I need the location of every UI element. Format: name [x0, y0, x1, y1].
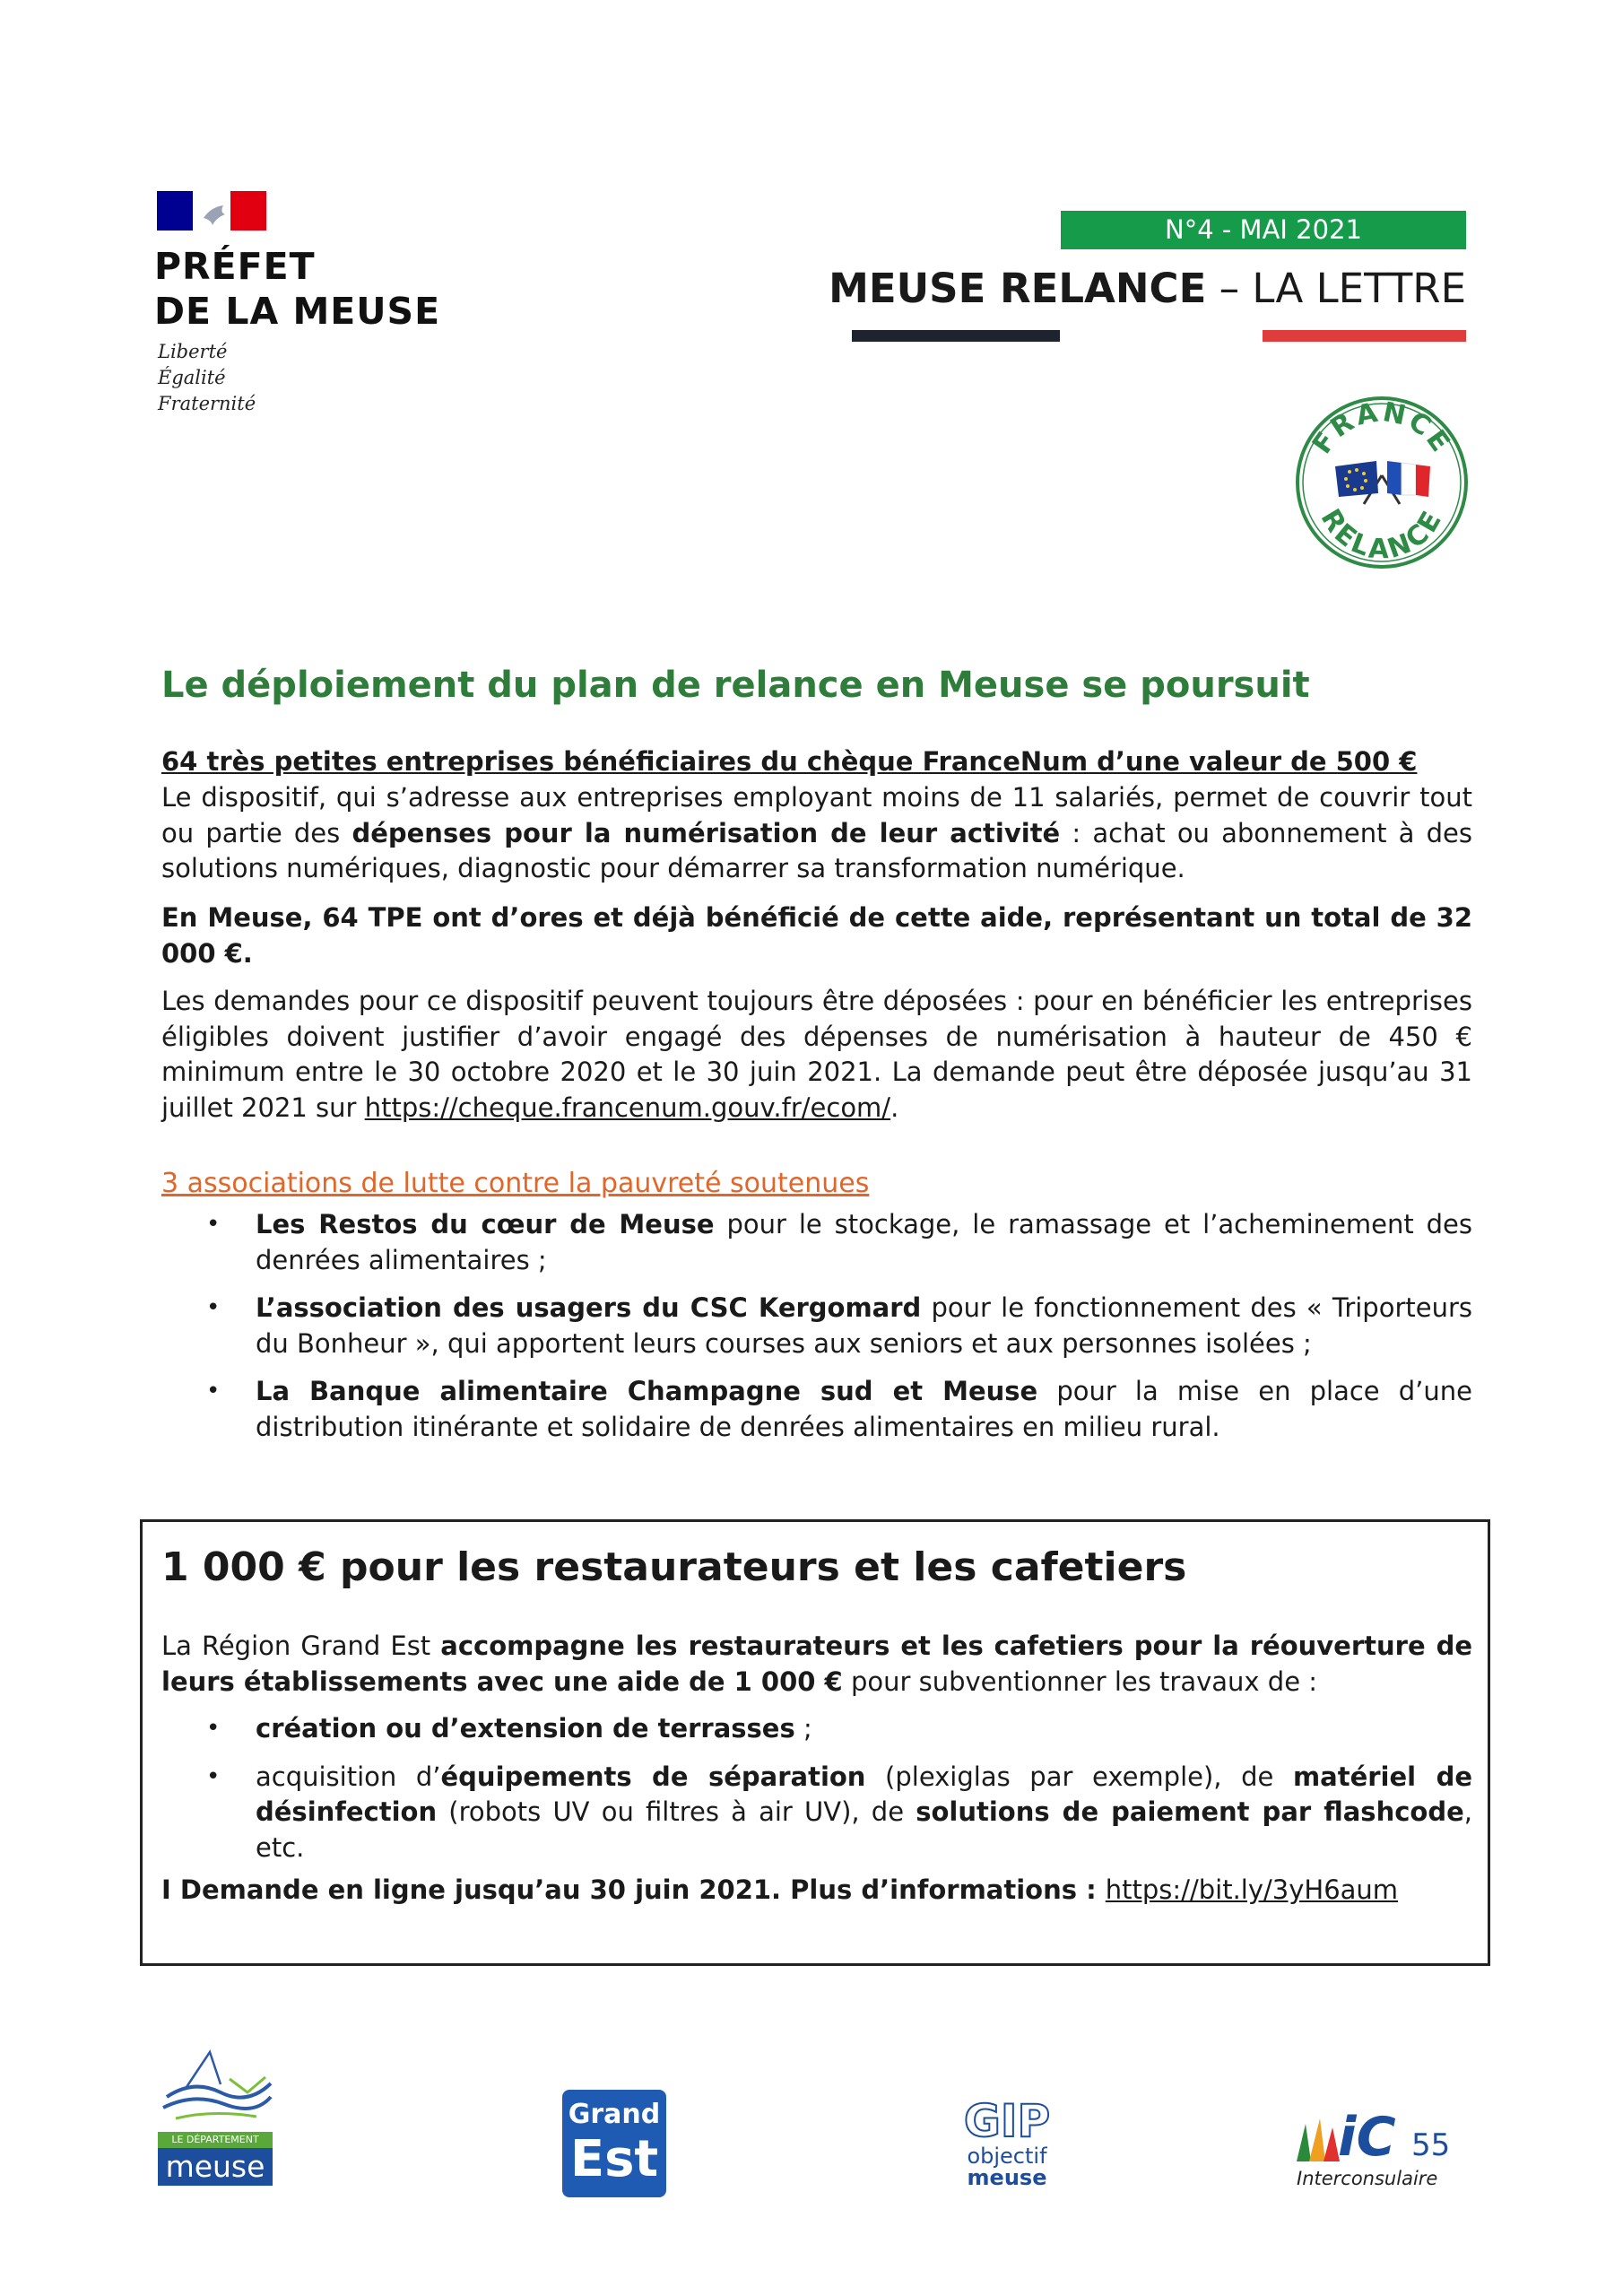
grand-est-logo: [562, 2090, 666, 2197]
ic-number: 55: [1411, 2127, 1451, 2163]
bitly-link[interactable]: https://bit.ly/3yH6aum: [1105, 1874, 1399, 1905]
france-relance-seal-logo: [1294, 395, 1470, 570]
ic-text: iC: [1338, 2106, 1396, 2169]
meuse-landscape-icon: [158, 2043, 273, 2128]
section-francenum-heading: 64 très petites entreprises bénéficiaires du chèque FranceNum d’une valeur de 500 €: [161, 746, 1418, 777]
gip-text: GIP: [963, 2095, 1051, 2147]
divider-red: [1263, 330, 1466, 342]
prefet-title: PRÉFET DE LA MEUSE: [154, 245, 441, 333]
francenum-paragraph-1: Le dispositif, qui s’adresse aux entreprises employant moins de 11 salariés, permet de couvrir tout ou partie des dépenses pour la numérisation de leur activité : achat ou abonnement à des solutions numériques, diagnostic pour démarrer sa transformation numérique.: [161, 782, 1473, 883]
newsletter-title: MEUSE RELANCE – LA LETTRE: [829, 265, 1466, 312]
list-item: • L’association des usagers du CSC Kergomard pour le fonctionnement des « Triporteurs du Bonheur », qui apportent leurs courses aux seniors et aux personnes isolées ;: [161, 1291, 1472, 1361]
box-title: 1 000 € pour les restaurateurs et les cafetiers: [161, 1544, 1187, 1590]
box-intro: La Région Grand Est accompagne les restaurateurs et les cafetiers pour la réouverture de leurs établissements avec une aide de 1 000 € pour subventionner les travaux de :: [161, 1631, 1472, 1697]
dept-name: meuse: [158, 2148, 273, 2186]
grand-est-text-2: Est: [569, 2130, 659, 2188]
associations-list: [161, 1207, 1472, 1457]
svg-text:RELANCE: RELANCE: [1314, 503, 1450, 566]
marianne-flag-logo: [157, 191, 266, 230]
list-item: • Les Restos du cœur de Meuse pour le stockage, le ramassage et l’acheminement des denrées alimentaires ;: [161, 1207, 1472, 1278]
republic-motto: Liberté Égalité Fraternité: [158, 341, 256, 414]
francenum-paragraph-2: En Meuse, 64 TPE ont d’ores et déjà bénéficié de cette aide, représentant un total de 32 000 €.: [161, 902, 1472, 969]
francenum-paragraph-3: Les demandes pour ce dispositif peuvent toujours être déposées : pour en bénéficier les entreprises éligibles doivent justifier d’avoir engagé des dépenses de numérisation à hauteur de 450 € minimum entre le 30 octobre 2020 et le 30 juin 2021. La demande peut être déposée jusqu’au 31 juillet 2021 sur https://cheque.francenum.gouv.fr/ecom/.: [161, 986, 1472, 1123]
issue-badge: N°4 - MAI 2021: [1061, 211, 1466, 249]
dept-band: LE DÉPARTEMENT: [158, 2132, 273, 2148]
section-associations-heading: 3 associations de lutte contre la pauvreté soutenues: [161, 1168, 870, 1199]
box-footer-line: I Demande en ligne jusqu’au 30 juin 2021. Plus d’informations : https://bit.ly/3yH6aum: [161, 1874, 1399, 1905]
francenum-link[interactable]: https://cheque.francenum.gouv.fr/ecom/: [364, 1091, 891, 1123]
list-item: • création ou d’extension de terrasses ;: [161, 1711, 1472, 1747]
ic-subtitle: Interconsulaire: [1297, 2168, 1438, 2189]
divider-dark: [852, 330, 1060, 342]
list-item: • acquisition d’équipements de séparation (plexiglas par exemple), de matériel de désinfection (robots UV ou filtres à air UV), de solutions de paiement par flashcode, etc.: [161, 1760, 1472, 1866]
gip-objectif-meuse-logo: [949, 2097, 1065, 2196]
ic55-interconsulaire-logo: [1293, 2108, 1472, 2197]
gip-sub1: objectif: [967, 2144, 1047, 2169]
svg-text:FRANCE: FRANCE: [1306, 396, 1458, 460]
gip-sub2: meuse: [967, 2165, 1047, 2190]
box-list: [161, 1711, 1472, 1878]
marianne-icon: [193, 191, 230, 230]
list-item: • La Banque alimentaire Champagne sud et Meuse pour la mise en place d’une distribution itinérante et solidaire de denrées alimentaires en milieu rural.: [161, 1374, 1472, 1445]
grand-est-text-1: Grand: [568, 2099, 661, 2130]
main-title: Le déploiement du plan de relance en Meuse se poursuit: [161, 665, 1310, 706]
departement-meuse-logo: [158, 2043, 273, 2196]
